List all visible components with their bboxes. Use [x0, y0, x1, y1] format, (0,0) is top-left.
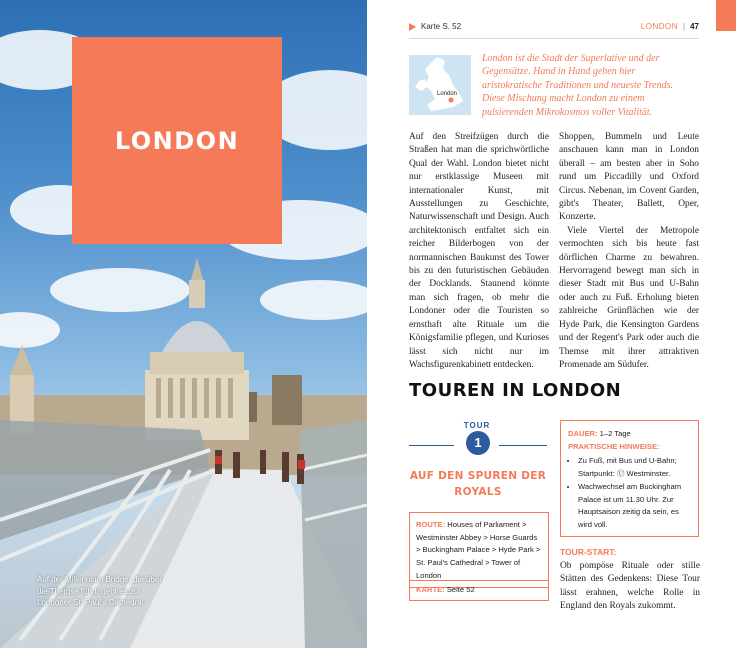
section-heading: TOUREN IN LONDON: [409, 380, 622, 401]
tour-start-label: TOUR-START:: [560, 547, 617, 557]
map-reference[interactable]: [409, 22, 461, 31]
tips-label: PRAKTISCHE HINWEISE:: [568, 441, 660, 451]
map-label: KARTE:: [416, 585, 445, 594]
duration-label: DAUER:: [568, 429, 598, 438]
map-page-ref: Seite 52: [446, 585, 475, 594]
map-reference-label: Karte S. 52: [421, 22, 462, 31]
intro-text: London ist die Stadt der Superlative und der Gegensätze. Hand in Hand gehen hier aristokratische Traditionen und neueste Trends. Diese Mischung macht London zu einem pulsierenden Mikrokosmos voller Vitalität.: [482, 53, 674, 118]
tip-item: • Zu Fuß, mit Bus und U-Bahn; Startpunkt: Ⓤ Westminster.: [578, 455, 692, 480]
photo-caption: Auf der Millennium Bridge, die über die Themse führt, geht es zur Londoner St. Paul's Cathedral: [37, 575, 162, 607]
page-number: 47: [690, 22, 699, 31]
right-page: [367, 0, 736, 648]
header-separator: |: [683, 22, 686, 31]
tour-label: TOUR: [463, 421, 491, 430]
header-divider: [409, 38, 699, 39]
tour-number-badge: 1: [466, 431, 490, 455]
tip-item: • Wachwechsel am Buckingham Palace ist um 11.30 Uhr. Zur Hauptsaison zeitig da sein, es wird voll.: [578, 481, 692, 532]
body-paragraph: Shoppen, Bummeln und Leute anschauen kann man in London überall – am besten aber in Soho rund um Piccadilly und Oxford Circus. Nebenan, im Covent Garden, gibt's Theater, Ballett, Oper, Konzerte.: [559, 132, 699, 223]
tour-title: AUF DEN SPUREN DER ROYALS: [409, 470, 547, 498]
body-column-1: [409, 131, 549, 372]
minimap-label: London: [437, 91, 458, 97]
body-paragraph: Auf den Streifzügen durch die Straßen hat man die sprichwörtliche Qual der Wahl. London bietet nicht nur erstklassige Museen mit internationaler Kunst, mit Ausstellungen zu Geschichte, Naturwissenschaft und Design. Auch architektonisch entfaltet sich ein reicher Bilderbogen von der normannischen Baukunst des Tower bis zu den futuristischen Gebäuden der Docklands. Staunend könnte man sich fragen, ob mehr die Londoner oder die Touristen so ernsthaft alte Rituale um die Königsfamilie pflegen, und Kurioses lässt sich nicht nur im Wachsfigurenkabinett entdecken.: [409, 132, 549, 370]
page-title: LONDON: [114, 127, 240, 155]
route-text: Houses of Parliament > Westminster Abbey > Horse Guards > Buckingham Palace > Hyde Park > St. Paul's Cathedral > Tower of London: [416, 520, 541, 580]
running-header: [641, 22, 699, 31]
tour-rule-right: [499, 445, 547, 446]
tour-rule-left: [409, 445, 454, 446]
route-label: ROUTE:: [416, 520, 446, 529]
body-column-2: [559, 131, 699, 372]
uk-map-icon: [409, 55, 471, 115]
body-paragraph: Viele Viertel der Metropole vermochten sich bis heute fast dörflichen Charme zu bewahren. Hervorragend bewegt man sich in dieser Stadt mit Bus und U-Bahn oder auch zu Fuß. Erholung bieten zahlreiche Grünflächen wie der Hyde Park, die Kensington Gardens und der Regent's Park oder auch die Themse mit ihrer attraktiven Promenade am Südufer.: [559, 225, 699, 370]
cover-photo: [0, 0, 367, 648]
map-box[interactable]: [409, 580, 549, 601]
chapter-tab: [716, 0, 736, 31]
duration-value: 1–2 Tage: [599, 429, 631, 438]
arrow-right-icon: [409, 23, 416, 31]
header-city: LONDON: [640, 22, 679, 31]
tour-start-text: Ob pompöse Rituale oder stille Stätten des Gedenkens: Diese Tour lässt erahnen, welche Rolle in England den Royals zukommt.: [560, 561, 700, 612]
tips-list: [568, 455, 692, 531]
uk-locator-map: [409, 55, 471, 115]
practical-info-box: [560, 420, 699, 537]
title-box: [72, 37, 282, 244]
london-marker-icon: [449, 98, 454, 103]
route-box: [409, 512, 549, 588]
